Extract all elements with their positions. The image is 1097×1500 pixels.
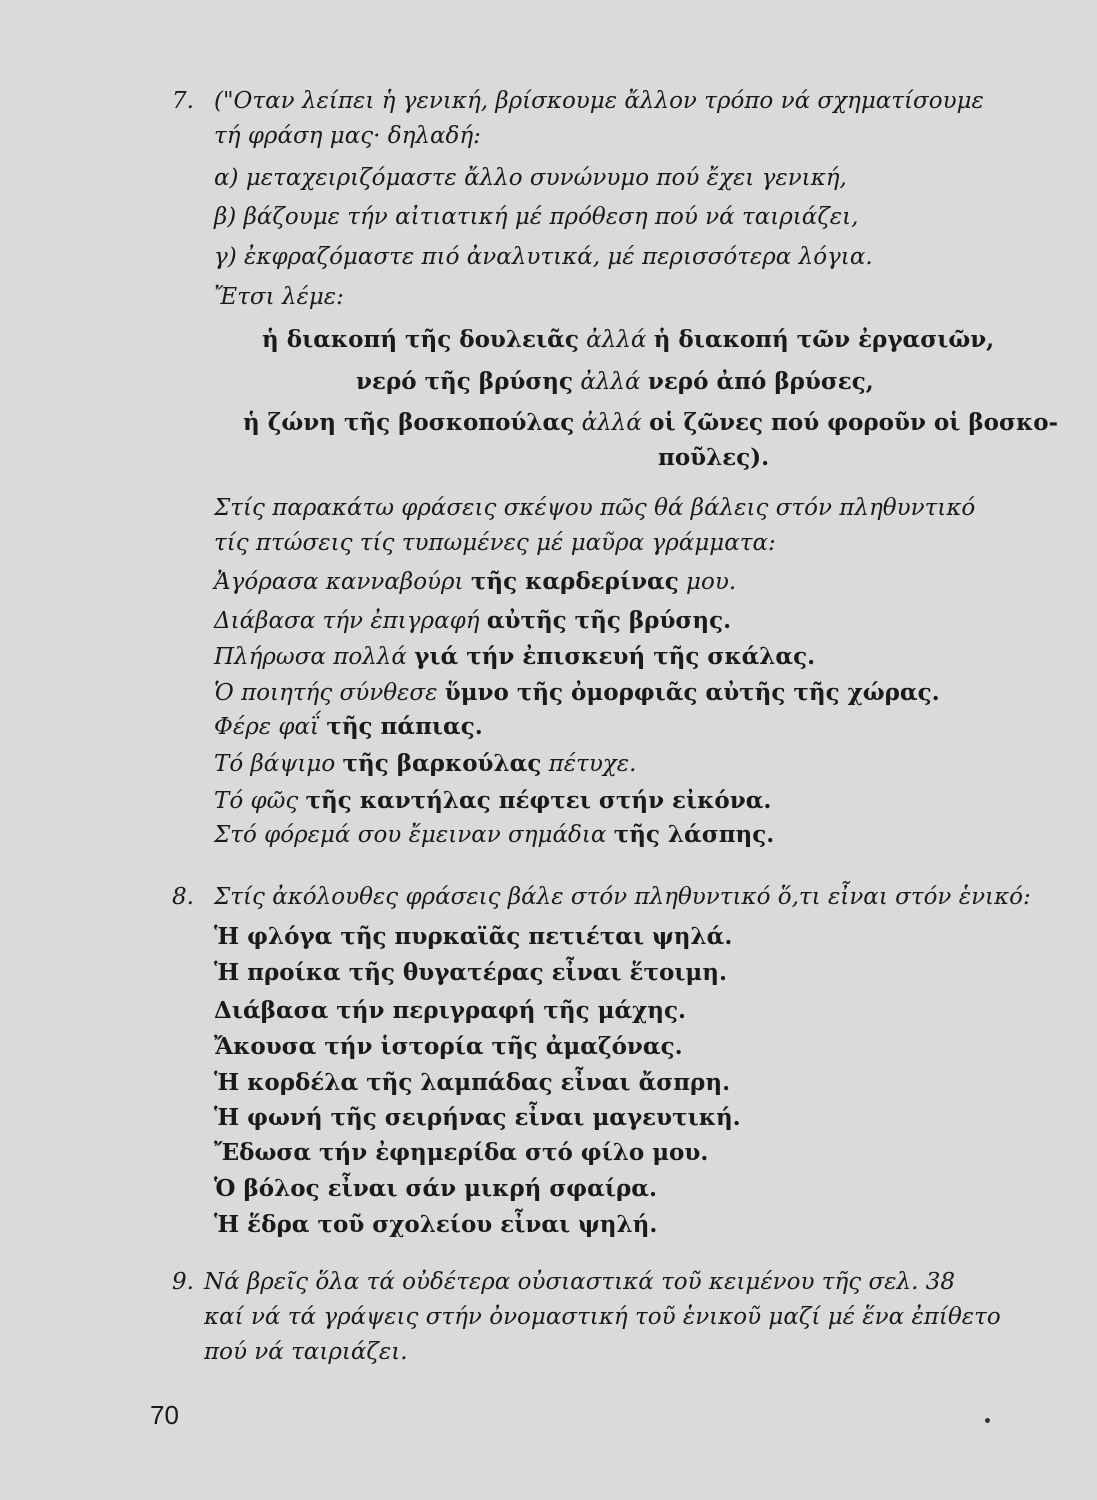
option-c: γ) ἐκφραζόμαστε πιό ἀναλυτικά, μέ περισσότερα λόγια. — [214, 244, 873, 270]
exercise-8-sentence: Ἡ προίκα τῆς θυγατέρας εἶναι ἕτοιμη. — [214, 959, 727, 986]
exercise-7-sentence — [214, 712, 483, 742]
sentence-tail: . — [807, 643, 816, 670]
sentence-plain: Τό φῶς — [214, 788, 306, 814]
example-row — [356, 367, 874, 397]
sentence-bold: τῆς πάπιας — [326, 713, 475, 740]
exercise-9-number: 9. — [172, 1269, 194, 1295]
exercise-8-sentence: Ἔδωσα τήν ἐφημερίδα στό φίλο μου. — [214, 1139, 709, 1166]
sentence-tail: μου. — [678, 569, 737, 595]
exercise-8-sentence: Ὁ βόλος εἶναι σάν μικρή σφαίρα. — [214, 1175, 657, 1202]
sentence-plain: Διάβασα τήν ἐπιγραφή — [214, 608, 487, 634]
example-singular: νερό τῆς βρύσης — [356, 368, 574, 395]
example-row — [262, 325, 994, 355]
sentence-bold: τῆς βαρκούλας — [342, 750, 542, 777]
exercise-7-intro-line: τή φράση μας· δηλαδή: — [214, 123, 481, 149]
sentence-tail: . — [766, 821, 775, 848]
exercise-7-sentence — [214, 606, 731, 636]
exercise-7-sentence — [214, 567, 736, 597]
examples-lead: Ἔτσι λέμε: — [214, 284, 344, 310]
sentence-plain: Φέρε φαΐ — [214, 714, 327, 740]
exercise-7-number: 7. — [172, 88, 194, 114]
page-number: 70 — [150, 1400, 179, 1430]
example-continuation: ποῦλες). — [658, 444, 770, 471]
sentence-tail: . — [474, 713, 483, 740]
exercise-9-line: πού νά ταιριάζει. — [204, 1339, 408, 1365]
sentence-plain: Πλήρωσα πολλά — [214, 644, 415, 670]
sentence-bold: γιά τήν ἐπισκευή τῆς σκάλας — [414, 643, 808, 670]
sentence-tail: . — [931, 679, 940, 706]
exercise-8-instruction: Στίς ἀκόλουθες φράσεις βάλε στόν πληθυντικό ὅ,τι εἶναι στόν ἑνικό: — [214, 884, 1031, 910]
example-separator: ἀλλά — [580, 369, 641, 395]
sentence-bold: τῆς καντήλας πέφτει στήν εἰκόνα — [305, 787, 764, 814]
example-row — [243, 408, 1058, 438]
exercise-7-sentence — [214, 749, 636, 779]
sentence-plain: Τό βάψιμο — [214, 751, 343, 777]
exercise-8-sentence: Ἡ φλόγα τῆς πυρκαϊᾶς πετιέται ψηλά. — [214, 923, 733, 950]
example-singular: ἡ διακοπή τῆς δουλειᾶς — [262, 326, 579, 353]
exercise-8-sentence: Ἡ κορδέλα τῆς λαμπάδας εἶναι ἄσπρη. — [214, 1069, 731, 1096]
sentence-bold: τῆς λάσπης — [613, 821, 767, 848]
sentence-plain: Ἀγόρασα κανναβούρι — [214, 569, 471, 595]
option-b: β) βάζουμε τήν αἰτιατική μέ πρόθεση πού νά ταιριάζει, — [214, 204, 859, 230]
option-a: α) μεταχειριζόμαστε ἄλλο συνώνυμο πού ἔχει γενική, — [214, 165, 847, 191]
sentence-bold: τῆς καρδερίνας — [470, 568, 679, 595]
exercise-8-sentence: Διάβασα τήν περιγραφή τῆς μάχης. — [214, 997, 687, 1024]
speck-mark — [985, 1418, 990, 1423]
example-separator: ἀλλά — [581, 410, 642, 436]
sentence-plain: Στό φόρεμά σου ἔμειναν σημάδια — [214, 822, 614, 848]
sentence-bold: αὐτῆς τῆς βρύσης — [486, 607, 724, 634]
exercise-8-sentence: Ἡ φωνή τῆς σειρήνας εἶναι μαγευτική. — [214, 1104, 741, 1131]
sentence-bold: ὕμνο τῆς ὀμορφιᾶς αὐτῆς τῆς χώρας — [444, 679, 932, 706]
sentence-plain: Ὁ ποιητής σύνθεσε — [214, 680, 445, 706]
example-singular: ἡ ζώνη τῆς βοσκοπούλας — [243, 409, 575, 436]
exercise-8-sentence: Ἡ ἕδρα τοῦ σχολείου εἶναι ψηλή. — [214, 1211, 658, 1238]
example-alternative: νερό ἀπό βρύσες, — [647, 368, 874, 395]
exercise-7-sentence — [214, 786, 771, 816]
exercise-7-instruction-line: τίς πτώσεις τίς τυπωμένες μέ μαῦρα γράμματα: — [214, 530, 776, 556]
example-separator: ἀλλά — [586, 327, 647, 353]
exercise-9-line: Νά βρεῖς ὅλα τά οὐδέτερα οὐσιαστικά τοῦ κειμένου τῆς σελ. 38 — [204, 1269, 955, 1295]
exercise-9-line: καί νά τά γράψεις στήν ὀνομαστική τοῦ ἑνικοῦ μαζί μέ ἕνα ἐπίθετο — [204, 1304, 1001, 1330]
exercise-8-number: 8. — [172, 884, 194, 910]
exercise-7-intro-line: ("Οταν λείπει ἡ γενική, βρίσκουμε ἄλλον τρόπο νά σχηματίσουμε — [214, 88, 984, 114]
example-alternative: ἡ διακοπή τῶν ἐργασιῶν, — [653, 326, 995, 353]
exercise-7-sentence — [214, 678, 940, 708]
exercise-8-sentence: Ἄκουσα τήν ἱστορία τῆς ἀμαζόνας. — [214, 1033, 683, 1060]
exercise-7-sentence — [214, 820, 774, 850]
example-alternative: οἱ ζῶνες πού φοροῦν οἱ βοσκο- — [649, 409, 1059, 436]
sentence-tail: πέτυχε. — [541, 751, 637, 777]
sentence-tail: . — [763, 787, 772, 814]
exercise-7-instruction-line: Στίς παρακάτω φράσεις σκέψου πῶς θά βάλεις στόν πληθυντικό — [214, 495, 976, 521]
sentence-tail: . — [723, 607, 732, 634]
exercise-7-sentence — [214, 642, 815, 672]
